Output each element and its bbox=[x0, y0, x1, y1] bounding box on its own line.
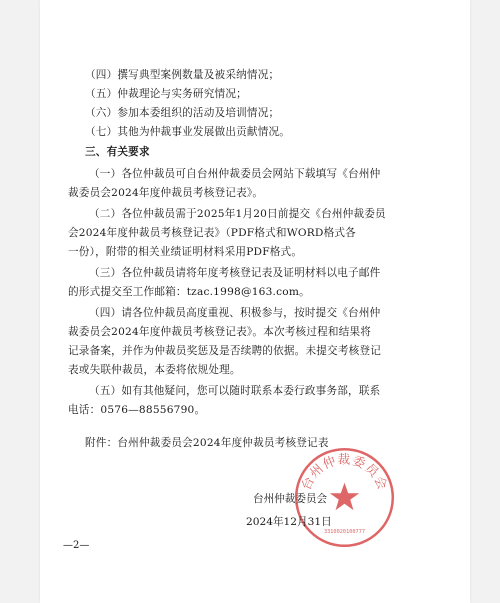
list-item-5: （五）仲裁理论与实务研究情况； bbox=[85, 88, 247, 100]
requirement-2-line-3: 一份），附带的相关业绩证明材料采用PDF格式。 bbox=[68, 246, 303, 258]
attachment-line: 附件：台州仲裁委员会2024年度仲裁员考核登记表 bbox=[85, 437, 329, 449]
list-item-6: （六）参加本委组织的活动及培训情况； bbox=[85, 107, 280, 119]
requirement-4-line-3: 记录备案，并作为仲裁员奖惩及是否续聘的依据。未提交考核登记 bbox=[68, 345, 382, 357]
requirement-5-line-1: （五）如有其他疑问，您可以随时联系本委行政事务部，联系 bbox=[89, 385, 381, 397]
list-item-7: （七）其他为仲裁事业发展做出贡献情况。 bbox=[85, 126, 291, 138]
requirement-3-line-1: （三）各位仲裁员请将年度考核登记表及证明材料以电子邮件 bbox=[89, 267, 381, 279]
document-page bbox=[40, 0, 470, 603]
page-number: —2— bbox=[63, 540, 90, 551]
requirement-4-line-4: 表或失联仲裁员，本委将依规处理。 bbox=[68, 364, 241, 376]
requirement-2-line-1: （二）各位仲裁员需于2025年1月20日前提交《台州仲裁委员 bbox=[89, 208, 386, 220]
svg-text:台州仲裁委员会: 台州仲裁委员会 bbox=[298, 451, 391, 493]
requirement-1-line-2: 裁委员会2024年度仲裁员考核登记表》。 bbox=[68, 187, 264, 199]
section-heading: 三、有关要求 bbox=[85, 146, 150, 158]
signature-date: 2024年12月31日 bbox=[246, 516, 332, 528]
requirement-4-line-1: （四）请各位仲裁员高度重视、积极参与，按时提交《台州仲 bbox=[89, 307, 381, 319]
requirement-3-line-2: 的形式提交至工作邮箱：tzac.1998@163.com。 bbox=[68, 286, 310, 298]
requirement-1-line-1: （一）各位仲裁员可自台州仲裁委员会网站下载填写《台州仲 bbox=[89, 168, 381, 180]
requirement-4-line-2: 裁委员会2024年度仲裁员考核登记表》。本次考核过程和结果将 bbox=[68, 326, 372, 338]
requirement-2-line-2: 会2024年度仲裁员考核登记表》（PDF格式和WORD格式各 bbox=[68, 227, 356, 239]
svg-text:3310020100777: 3310020100777 bbox=[323, 529, 366, 536]
list-item-4: （四）撰写典型案例数量及被采纳情况； bbox=[85, 69, 280, 81]
requirement-5-line-2: 电话：0576—88556790。 bbox=[68, 404, 206, 416]
signature-org: 台州仲裁委员会 bbox=[253, 493, 328, 505]
